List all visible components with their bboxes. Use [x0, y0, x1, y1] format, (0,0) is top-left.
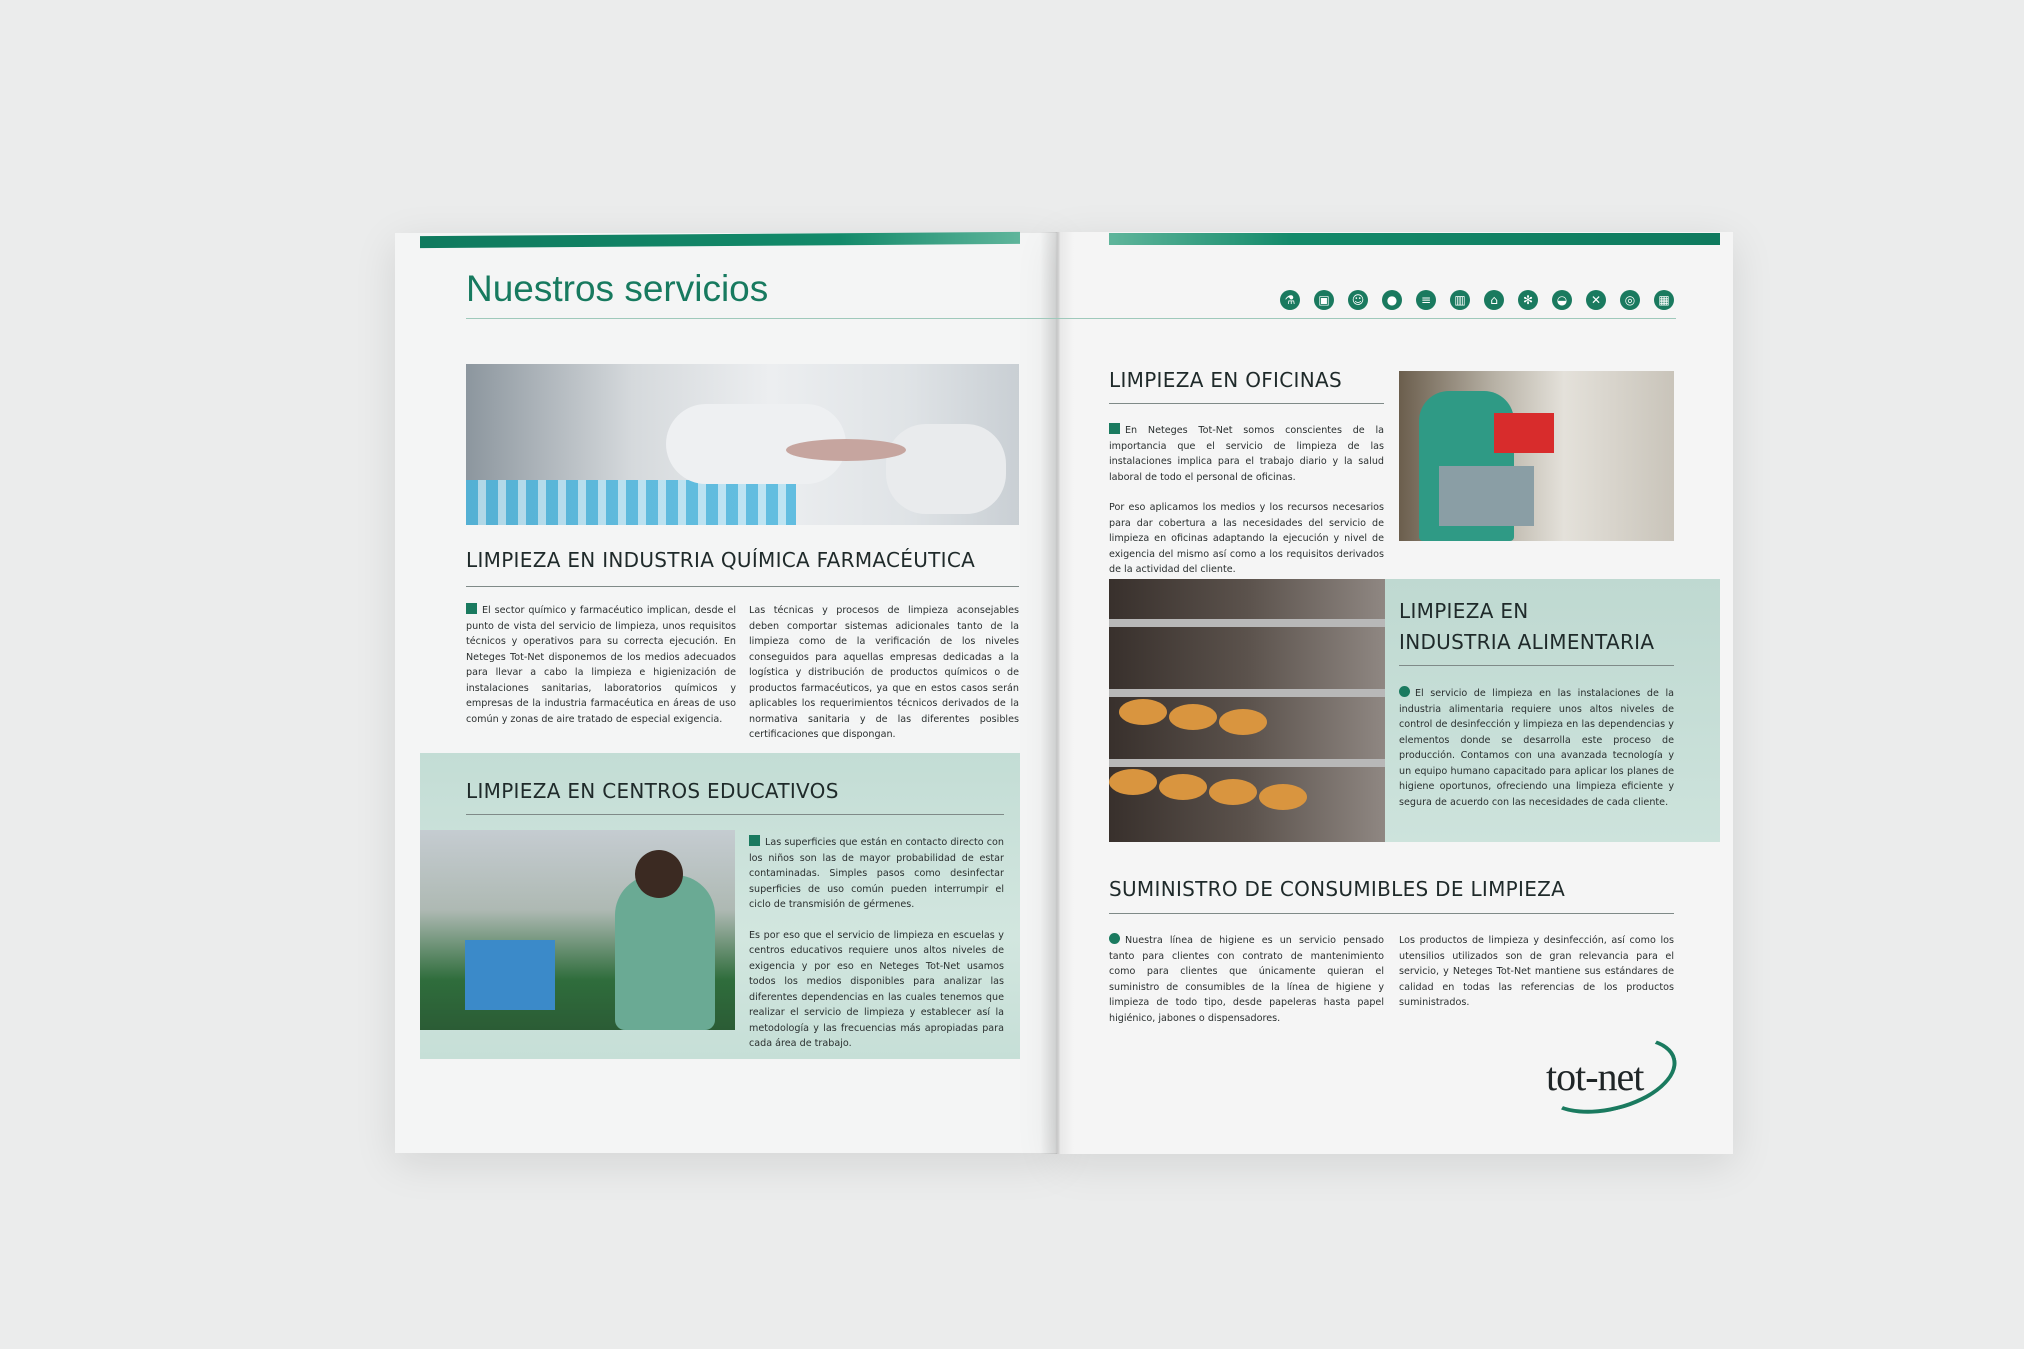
educativos-text: Las superficies que están en contacto directo con los niños son las de mayor probabilidad de estar contaminadas. Simples pasos como desinfectar superficies de uso común pueden interrumpir el ciclo de transmisión de gérmenes. Es por eso que el servicio de limpieza en escuelas y centros educativos requiere unos altos niveles de exigencia y por eso en Neteges Tot-Net usamos todos los medios disponibles para analizar las diferentes dependencias en las cuales tenemos que realizar el servicio de limpieza y establecer así la metodología y las frecuencias más apropiadas para cada área de trabajo. — [749, 837, 1004, 1049]
educativos-heading: LIMPIEZA EN CENTROS EDUCATIVOS — [466, 779, 839, 803]
consumibles-rule — [1109, 913, 1674, 914]
consumibles-heading: SUMINISTRO DE CONSUMIBLES DE LIMPIEZA — [1109, 877, 1566, 901]
document-icon: ≡ — [1416, 290, 1436, 310]
building-icon — [1109, 423, 1120, 434]
drop-icon — [1109, 933, 1120, 944]
page-title: Nuestros servicios — [466, 268, 769, 309]
drop-icon: ● — [1382, 290, 1402, 310]
top-bar-right — [1109, 233, 1720, 245]
tools-icon: ✕ — [1586, 290, 1606, 310]
service-icons-row — [1280, 290, 1674, 310]
alimentaria-rule — [1399, 665, 1674, 666]
ship-icon — [1399, 686, 1410, 697]
lab-photo — [466, 364, 1019, 525]
educativos-rule — [466, 814, 1004, 815]
quimica-col2: Las técnicas y procesos de limpieza aconsejables deben comportar sistemas adicionales tanto de la limpieza como de la verificación de los niveles conseguidos para aquellas empresas dedicadas a la logística y distribución de productos químicos o de productos farmacéuticos, ya que en estos casos serán aplicables los requerimientos técnicos derivados de la normativa sanitaria y de las diferentes posibles certificaciones que dispongan. — [749, 605, 1019, 740]
office-photo — [1399, 371, 1674, 541]
flask-icon — [466, 603, 477, 614]
quimica-rule — [466, 586, 1019, 587]
alimentaria-heading-1: LIMPIEZA EN — [1399, 599, 1529, 623]
alimentaria-text: El servicio de limpieza en las instalaciones de la industria alimentaria requiere unos altos niveles de control de desinfección y limpieza en las dependencias y elementos donde se desarrolla este proceso de producción. Contamos con una avanzada tecnología y un equipo humano capacitado para aplicar los planes de higiene oportunos, ofreciendo una limpieza eficiente y segura de acuerdo con las necesidades de cada cliente. — [1399, 688, 1674, 808]
consumibles-col1: Nuestra línea de higiene es un servicio pensado tanto para clientes con contrato de mantenimiento como para clientes que únicamente quieran el suministro de consumibles de la línea de higiene y limpieza de todo tipo, desde papeleras hasta papel higiénico, jabones o dispensadores. — [1109, 935, 1384, 1024]
quimica-heading: LIMPIEZA EN INDUSTRIA QUÍMICA FARMACÉUTICA — [466, 548, 976, 572]
oficinas-text: En Neteges Tot-Net somos conscientes de la importancia que el servicio de limpieza de las instalaciones implica para el trabajo diario y la salud laboral de todo el personal de oficinas. Por eso aplicamos los medios y los recursos necesarios para dar cobertura a las necesidades del servicio de limpieza en oficinas adaptando la ejecución y nivel de exigencia del mismo así como a los requisitos derivados de la actividad del cliente. — [1109, 425, 1384, 575]
quimica-col1: El sector químico y farmacéutico implican, desde el punto de vista del servicio de limpieza, unos requisitos técnicos y operativos para su correcta ejecución. En Neteges Tot-Net disponemos de los medios adecuados para llevar a cabo la limpieza e higienización de instalaciones sanitarias, laboratorios químicos y empresas de la industria farmacéutica en áreas de uso común y zonas de aire tratado de especial exigencia. — [466, 605, 736, 725]
box-icon: ▣ — [1314, 290, 1334, 310]
spine-fold — [1040, 232, 1074, 1154]
bicycle-icon: ◎ — [1620, 290, 1640, 310]
gears-icon: ✻ — [1518, 290, 1538, 310]
people-icon — [749, 835, 760, 846]
alimentaria-heading-2: INDUSTRIA ALIMENTARIA — [1399, 630, 1655, 654]
school-photo — [420, 830, 735, 1030]
bakery-photo — [1109, 579, 1385, 842]
oficinas-heading: LIMPIEZA EN OFICINAS — [1109, 368, 1342, 392]
calendar-icon: ▦ — [1654, 290, 1674, 310]
title-divider — [466, 318, 1676, 319]
consumibles-col2: Los productos de limpieza y desinfección, así como los utensilios utilizados son de gran relevancia para el servicio, y Neteges Tot-Net mantiene sus estándares de calidad en todas las referencias de los productos suministrados. — [1399, 935, 1674, 1008]
tot-net-logo: tot-net — [1540, 1035, 1680, 1115]
store-icon: ⌂ — [1484, 290, 1504, 310]
ship-icon: ◒ — [1552, 290, 1572, 310]
oficinas-rule — [1109, 403, 1384, 404]
building-icon: ▥ — [1450, 290, 1470, 310]
people-icon: ☺ — [1348, 290, 1368, 310]
flask-icon: ⚗ — [1280, 290, 1300, 310]
